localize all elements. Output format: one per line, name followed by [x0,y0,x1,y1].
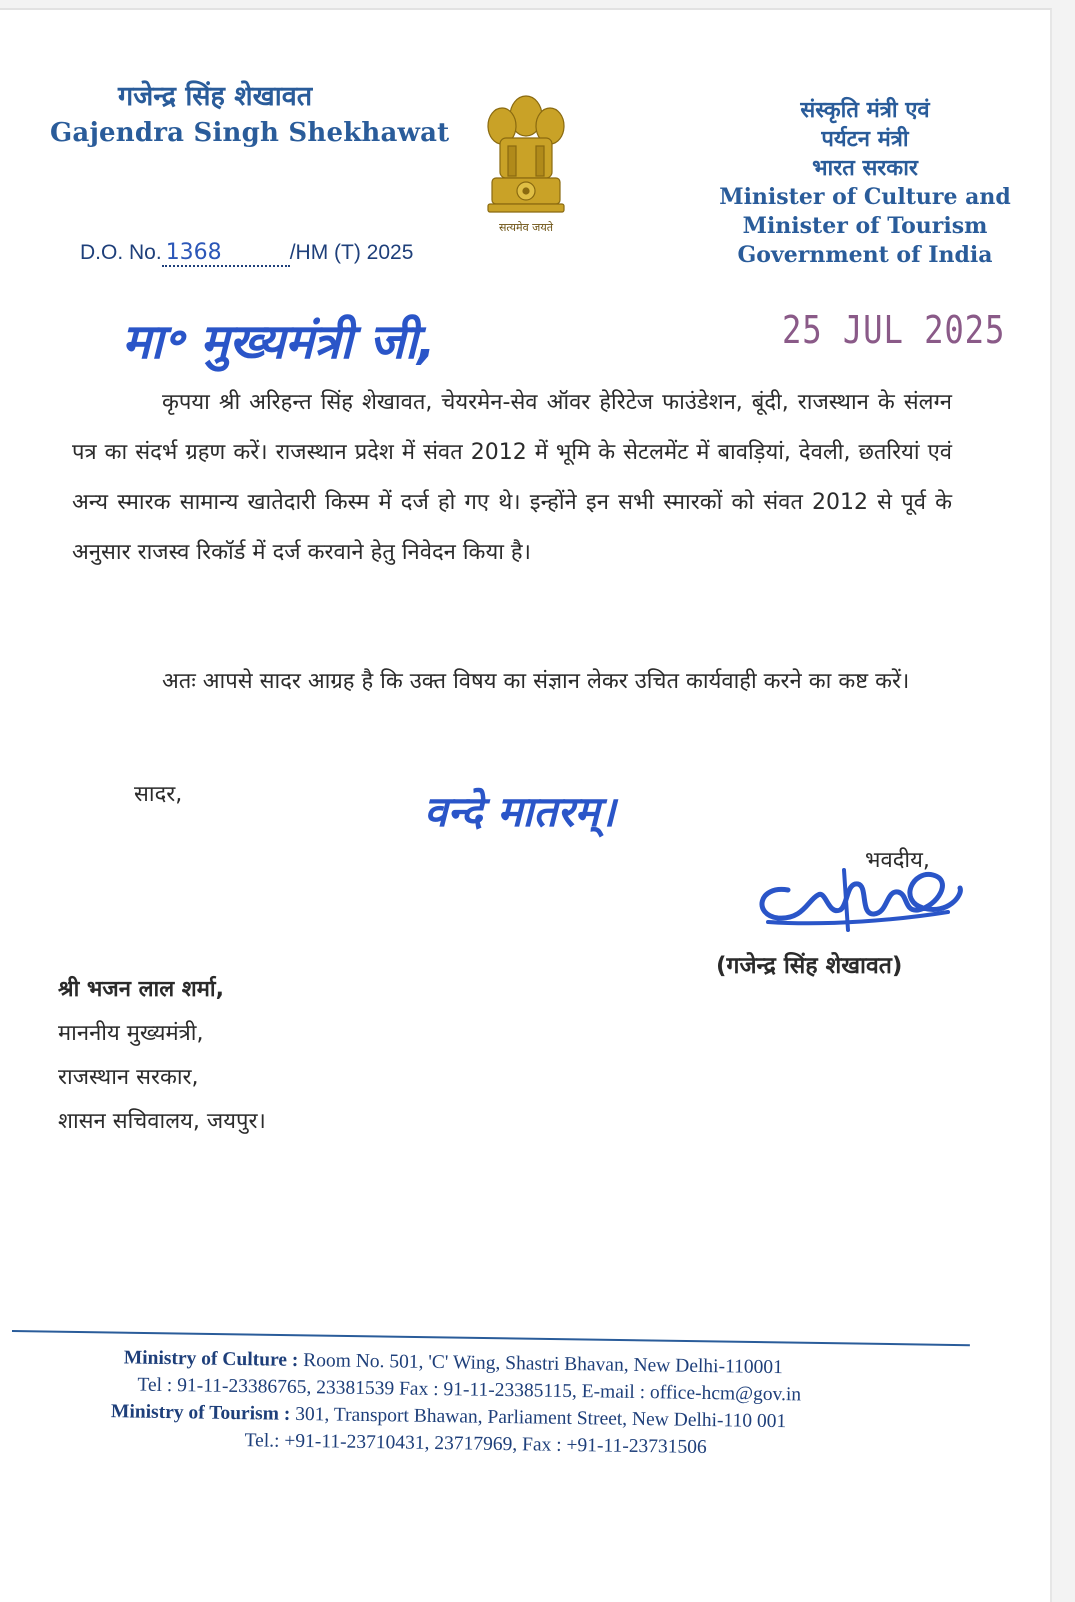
footer-culture-label: Ministry of Culture : [123,1347,299,1371]
footer-culture-contact: Tel : 91-11-23386765, 23381539 Fax : 91-11-23385115, E-mail : office-hcm@gov.in [137,1374,802,1406]
signatory-name: (गजेन्द्र सिंह शेखावत) [716,953,903,979]
reference-handwritten-number: 1368 [165,240,222,265]
footer-tourism-label: Ministry of Tourism : [110,1401,291,1425]
body-paragraph-1 [72,378,952,578]
designation-block [705,96,1025,270]
reference-number [80,240,413,267]
designation-english-1: Minister of Culture and [719,184,1011,210]
designation-hindi-2: पर्यटन मंत्री [821,127,909,152]
designation-english-3: Government of India [737,242,993,268]
date-stamp: 25 JUL 2025 [782,308,1006,352]
reference-prefix: D.O. No. [80,241,162,264]
designation-english-2: Minister of Tourism [742,213,988,239]
closing-bhavdiya: भवदीय, [865,848,930,873]
body-paragraph-2-text: अतः आपसे सादर आग्रह है कि उक्त विषय का संज्ञान लेकर उचित कार्यवाही करने का कष्ट करें। [162,669,910,694]
footer-divider [12,1330,970,1346]
signature-icon [748,860,978,945]
footer-contact-block [98,1344,880,1464]
recipient-address [58,968,266,1144]
closing-saadar: सादर, [134,782,183,807]
national-emblem-icon [478,86,574,236]
recipient-line-3: शासन सचिवालय, जयपुर। [58,1109,266,1134]
letter-page [0,8,1052,1602]
sender-name-english: Gajendra Singh Shekhawat [50,118,450,148]
designation-hindi-3: भारत सरकार [812,156,918,181]
handwritten-vande-mataram: वन्दे मातरम्। [424,787,616,836]
footer-tourism-contact: Tel.: +91-11-23710431, 23717969, Fax : +91-11-23731506 [244,1430,707,1459]
sender-name-hindi: गजेन्द्र सिंह शेखावत [118,81,313,112]
handwritten-salutation: मा॰ मुख्यमंत्री जी, [122,314,436,370]
body-paragraph-1-text: कृपया श्री अरिहन्त सिंह शेखावत, चेयरमेन-सेव ऑवर हेरिटेज फाउंडेशन, बूंदी, राजस्थान के संलग्न पत्र का संदर्भ ग्रहण करें। राजस्थान प्रदेश में संवत 2012 में भूमि के सेटलमेंट में बावड़ियां, देवली, छतरियां एवं अन्य स्मारक सामान्य खातेदारी किस्म में दर्ज हो गए थे। इन्होंने इन सभी स्मारकों को संवत 2012 से पूर्व के अनुसार राजस्व रिकॉर्ड में दर्ज करवाने हेतु निवेदन किया है। [72,390,952,565]
footer-tourism-address: 301, Transport Bhawan, Parliament Street, New Delhi-110 001 [295,1403,787,1433]
body-paragraph-2 [72,657,952,707]
emblem-motto: सत्यमेव जयते [498,221,554,234]
designation-hindi-1: संस्कृति मंत्री एवं [800,98,930,123]
reference-suffix: /HM (T) 2025 [289,241,414,264]
footer-culture-address: Room No. 501, 'C' Wing, Shastri Bhavan, New Delhi-110001 [303,1350,783,1379]
recipient-name: श्री भजन लाल शर्मा, [58,977,224,1002]
recipient-line-2: राजस्थान सरकार, [58,1065,199,1090]
recipient-line-1: माननीय मुख्यमंत्री, [58,1021,204,1046]
